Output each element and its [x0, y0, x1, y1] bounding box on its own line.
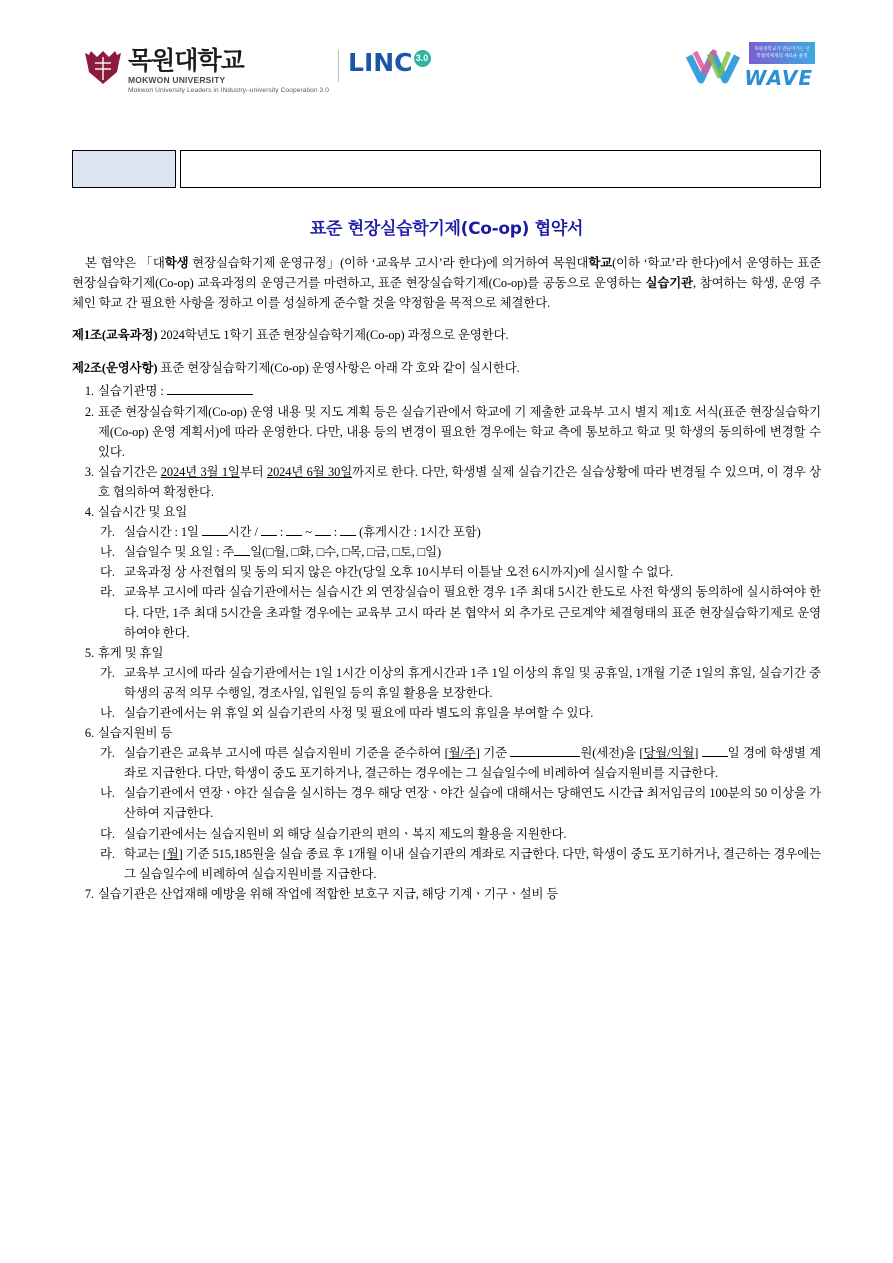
- sub-item-text-post: ] 기준 515,185원을 실습 종료 후 1개월 이내 실습기관의 계좌로 지급한다. 다만, 학생이 중도 포기하거나, 결근하는 경우에는 그 실습일수에 비례하여 실습지원비를 지급한다.: [124, 846, 821, 881]
- end-minute-blank[interactable]: [340, 523, 356, 536]
- preamble-paragraph: [72, 253, 821, 313]
- linc-wordmark: LINC: [348, 48, 413, 77]
- mokwon-crest-icon: [84, 50, 122, 86]
- wave-mark-icon: [685, 46, 743, 86]
- sub-item-text: 원(세전)을 [: [580, 746, 644, 761]
- header-box-left: [72, 150, 176, 188]
- sub-item-marker: 나.: [100, 786, 115, 801]
- document-header: [72, 0, 821, 140]
- sub-item-text: 교육부 고시에 따라 실습기관에서는 실습시간 외 연장실습이 필요한 경우 1주 최대 5시간 한도로 사전 학생의 동의하에 실시하여야 한다. 다만, 1주 최대 5시간을 초과할 경우에는 교육부 고시 따라 본 협약서 외 추가로 근로계약 체결형태의 표준 현장실습학기제로 운영하여야 한다.: [124, 585, 821, 640]
- sub-item: [98, 663, 821, 703]
- mokwon-linc-logo: [84, 48, 431, 94]
- sub-item-text: :: [276, 525, 287, 540]
- item-number: 2.: [84, 404, 94, 419]
- preamble-text: 본 협약은 「대학생 현장실습학기제 운영규정」(이하 ‘교육부 고시’라 한다)에 의거하여 목원대학교(이하 ‘학교’라 한다)에서 운영하는 표준 현장실습학기제(Co-op) 교육과정의 운영근거를 마련하고, 표준 현장실습학기제(Co-op)를 공동으로 운영하는 실습기관, 참여하는 학생, 운영 주체인 학교 간 필요한 사항을 정하고 이를 성실하게 준수할 것을 약정함을 목적으로 체결한다.: [72, 256, 821, 311]
- sub-item: [98, 522, 821, 542]
- list-item: [72, 502, 821, 643]
- start-minute-blank[interactable]: [286, 523, 302, 536]
- sub-item-text: 실습시간 : 1일: [124, 525, 202, 540]
- sub-item: [98, 703, 821, 723]
- article-1-label: 제1조(교육과정): [72, 328, 158, 343]
- sub-item-text: 교육부 고시에 따라 실습기관에서는 1일 1시간 이상의 휴게시간과 1주 1일 이상의 휴일 및 공휴일, 1개월 기준 1일의 휴일, 실습기간 중 학생의 공적 의무 수행일, 경조사일, 입원일 등의 휴일 활용을 보장한다.: [124, 665, 821, 700]
- sub-item: [98, 582, 821, 642]
- item-5-subitems: [98, 663, 821, 723]
- payment-day-blank[interactable]: [702, 744, 728, 757]
- sub-item-marker: 다.: [100, 565, 115, 580]
- support-amount-blank[interactable]: [510, 744, 580, 757]
- sub-item-marker: 나.: [100, 705, 115, 720]
- payment-unit-option-2[interactable]: 당월/익월: [643, 746, 695, 761]
- sub-item-marker: 가.: [100, 525, 115, 540]
- start-hour-blank[interactable]: [261, 523, 277, 536]
- article-2-items: [72, 381, 821, 903]
- hours-per-day-blank[interactable]: [202, 523, 228, 536]
- sub-item: [98, 824, 821, 844]
- sub-item-marker: 다.: [100, 826, 115, 841]
- sub-item: [98, 542, 821, 562]
- item-text: 실습시간 및 요일: [98, 505, 188, 520]
- sub-item-marker: 가.: [100, 665, 115, 680]
- sub-item-text-pre: 학교는 [: [124, 846, 167, 861]
- sub-item: [98, 783, 821, 823]
- list-item: [72, 884, 821, 904]
- sub-item-text: :: [330, 525, 341, 540]
- sub-item-marker: 라.: [100, 585, 115, 600]
- practice-end-date: 2024년 6월 30일: [266, 464, 353, 479]
- wave-wordmark: WAVE: [744, 66, 813, 90]
- article-2-label: 제2조(운영사항): [72, 361, 158, 376]
- sub-item-text-post: 일 경에 학생별 계좌로 지급한다. 다만, 학생이 중도 포기하거나, 결근하는 경우에는 그 실습일수에 비례하여 실습지원비를 지급한다.: [124, 746, 821, 781]
- university-tagline: Mokwon University Leaders in INdustry–university Cooperation 3.0: [128, 86, 330, 94]
- header-boxes: [72, 150, 821, 188]
- logo-divider: [338, 50, 339, 82]
- sub-item-marker: 나.: [100, 545, 115, 560]
- item-text: 표준 현장실습학기제(Co-op) 운영 내용 및 지도 계획 등은 실습기관에서 학교에 기 제출한 교육부 고시 별지 제1호 서식(표준 현장실습학기제(Co-op) 운영 계획서)에 따라 운영한다. 다만, 내용 등의 변경이 필요한 경우에는 학교 측에 통보하고 학교 및 학생의 동의하에 변경할 수 있다.: [98, 404, 821, 459]
- item-text: 실습기관은 산업재해 예방을 위해 작업에 적합한 보호구 지급, 해당 기계ㆍ기구ㆍ설비 등: [98, 886, 559, 901]
- days-per-week-blank[interactable]: [234, 543, 250, 556]
- item-number: 6.: [84, 726, 94, 741]
- item-text: 실습지원비 등: [98, 726, 173, 741]
- item-text-post: 까지로 한다. 다만, 학생별 실제 실습기간은 실습상황에 따라 변경될 수 있으며, 이 경우 상호 협의하여 확정한다.: [98, 464, 821, 499]
- list-item: [72, 723, 821, 884]
- item-4-subitems: [98, 522, 821, 643]
- sub-item-text: ] 기준: [475, 746, 511, 761]
- list-item: [72, 381, 821, 401]
- sub-item-text-tail: 일(□월, □화, □수, □목, □금, □토, □일): [250, 545, 441, 560]
- item-number: 3.: [84, 464, 94, 479]
- wave-logo: [685, 42, 815, 90]
- university-name-ko: 목원대학교: [128, 46, 244, 75]
- item-number: 5.: [84, 645, 94, 660]
- item-text-mid: 부터: [239, 464, 267, 479]
- sub-item-text: 실습기관에서는 실습지원비 외 해당 실습기관의 편의ㆍ복지 제도의 활용을 지원한다.: [124, 826, 567, 841]
- page-title: 표준 현장실습학기제(Co-op) 협약서: [309, 219, 584, 239]
- sub-item-text: (휴게시간 : 1시간 포함): [356, 525, 481, 540]
- sub-item-marker: 가.: [100, 746, 115, 761]
- list-item: [72, 462, 821, 502]
- sub-item-text: 실습기관에서는 위 휴일 외 실습기관의 사정 및 필요에 따라 별도의 휴일을 부여할 수 있다.: [124, 705, 594, 720]
- item-text: 휴게 및 휴일: [98, 645, 164, 660]
- sub-item: [98, 562, 821, 582]
- sub-item-text: 실습기관에서 연장ㆍ야간 실습을 실시하는 경우 해당 연장ㆍ야간 실습에 대해서는 당해연도 시간급 최저임금의 100분의 50 이상을 가산하여 지급한다.: [124, 786, 821, 821]
- sub-item-marker: 라.: [100, 846, 115, 861]
- sub-item-text: 교육과정 상 사전협의 및 동의 되지 않은 야간(당일 오후 10시부터 이튿날 오전 6시까지)에 실시할 수 없다.: [124, 565, 674, 580]
- item-number: 1.: [84, 384, 94, 399]
- list-item: [72, 402, 821, 462]
- practice-start-date: 2024년 3월 1일: [160, 464, 240, 479]
- article-2-text: 표준 현장실습학기제(Co-op) 운영사항은 아래 각 호와 같이 실시한다.: [160, 361, 520, 376]
- sub-item-text: 시간 /: [227, 525, 261, 540]
- article-1-text: 2024학년도 1학기 표준 현장실습학기제(Co-op) 과정으로 운영한다.: [160, 328, 509, 343]
- sub-item: [98, 844, 821, 884]
- item-text-pre: 실습기간은: [98, 464, 161, 479]
- header-box-right: [180, 150, 821, 188]
- school-payment-unit[interactable]: 월: [166, 846, 179, 861]
- article-2: [72, 358, 821, 378]
- item-text: 실습기관명 :: [98, 384, 164, 399]
- sub-item-text: 실습일수 및 요일 : 주: [124, 545, 235, 560]
- institution-name-blank[interactable]: [167, 383, 253, 396]
- item-number: 7.: [84, 886, 94, 901]
- item-6-subitems: [98, 743, 821, 884]
- item-number: 4.: [84, 505, 94, 520]
- sub-item-text-pre: 실습기관은 교육부 고시에 따른 실습지원비 기준을 준수하여 [: [124, 746, 449, 761]
- linc-badge: 3.0: [414, 50, 431, 67]
- wave-tagline: 목원대학교가 만들어가는 산학협력체계의 새로운 물결: [749, 42, 815, 64]
- payment-unit-option-1[interactable]: 월/주: [448, 746, 476, 761]
- article-1: [72, 325, 821, 345]
- mokwon-wordmark: [128, 48, 329, 94]
- university-name-en: MOKWON UNIVERSITY: [128, 75, 226, 85]
- sub-item-text: ~: [302, 525, 315, 540]
- sub-item: [98, 743, 821, 783]
- list-item: [72, 643, 821, 723]
- end-hour-blank[interactable]: [315, 523, 331, 536]
- sub-item-text: ]: [694, 746, 702, 761]
- linc-logo: [348, 50, 431, 75]
